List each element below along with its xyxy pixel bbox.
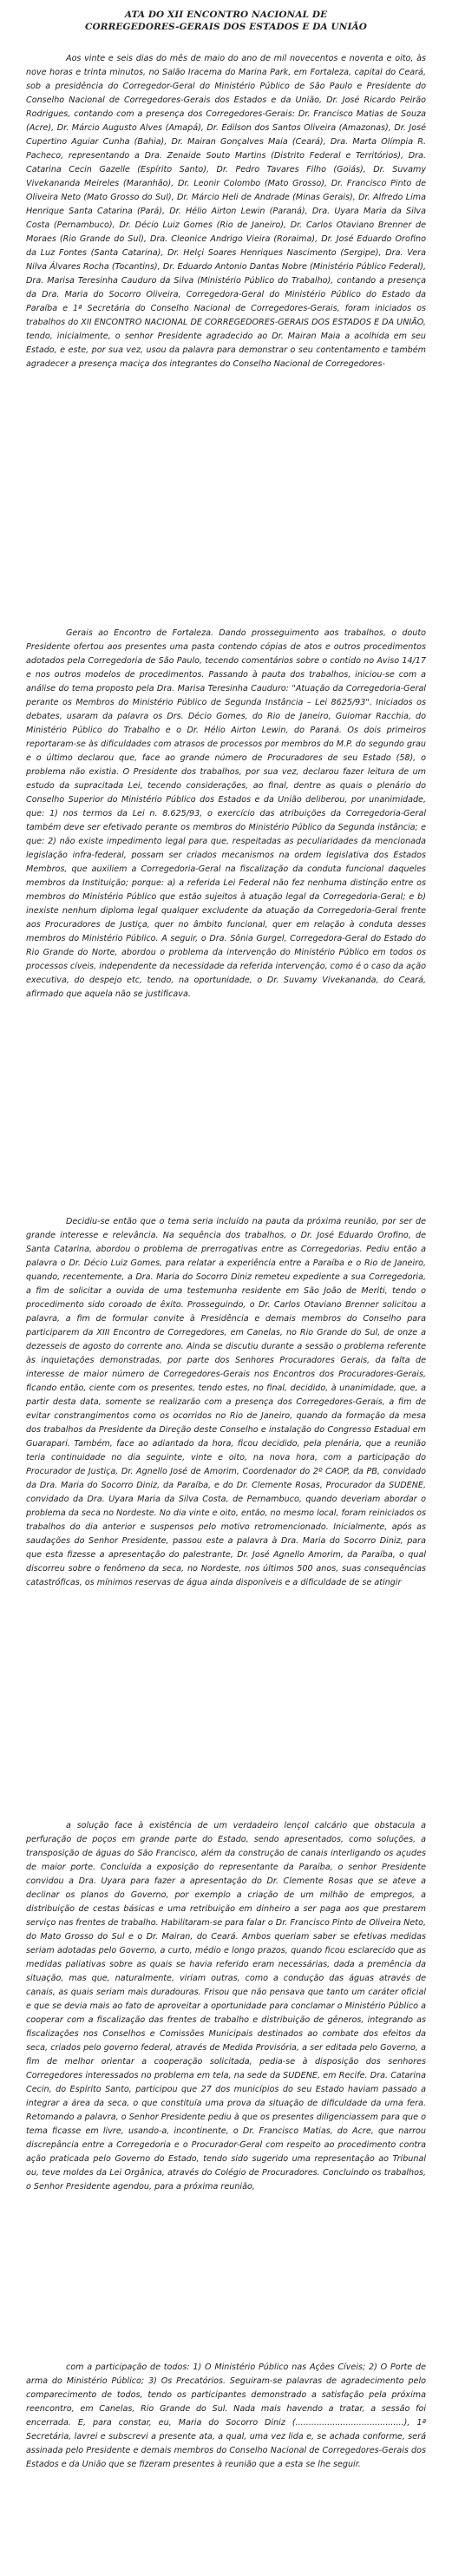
section-divider-1 (26, 608, 426, 615)
paragraph-3: Decidiu-se então que o tema seria incluído na pauta da próxima reunião, por ser de grande interesse e relevância. Na sequência dos trabalhos, o Dr. José Eduardo Orofino, de Santa Catarina, abordou o problema de prerrogativas entre as Corregedorias. Pediu então a palavra o Dr. Décio Luiz Gomes, para relatar a experiência entre a Paraíba e o Rio de Janeiro, quando, recentemente, a Dra. Maria do Socorro Diniz remeteu expediente a sua Corregedoria, a fim de solicitar a ouvida de uma testemunha residente em São João de Meriti, tendo o procedimento sido coroado de êxito. Prosseguindo, o Dr. Carlos Otaviano Brenner solicitou a palavra, a fim de formular convite à Presidência e demais membros do Conselho para participarem da XIII Encontro de Corregedores, em Canelas, no Rio Grande do Sul, de onze a dezesseis de agosto do corrente ano. Ainda se discutiu durante a sessão o problema referente às inquietações demonstradas, por parte dos Senhores Procuradores Gerais, da falta de interesse de maior número de Corregedores-Gerais nos Encontros dos Procuradores-Gerais, ficando então, ciente com os presentes, tendo estes, no final, decidido, à unanimidade, que, a partir desta data, somente se realizarão com a presença dos Corregedores-Gerais, a fim de evitar constrangimentos como os ocorridos no Rio de Janeiro, quando da formação da mesa dos trabalhos da Presidente da Direção deste Conselho e instalação do Congresso Estadual em Guarapari. Também, face ao adiantado da hora, ficou decidido, pela plenária, que a reunião teria continuidade no dia seguinte, vinte e oito, na nova hora, com a participação do Procurador de Justiça, Dr. Agnello José de Amorim, Coordenador do 2º CAOP, da PB, convidado da Dra. Maria do Socorro Diniz, da Paraíba, e do Dr. Clemente Rosas, Procurador da SUDENE, convidado da Dra. Uyara Maria da Silva Costa, de Pernambuco, quando deveriam abordar o problema da seca no Nordeste. No dia vinte e oito, então, no mesmo local, foram reiniciados os trabalhos do dia anterior e suspensos pelo motivo retromencionado. Inicialmente, após as saudações do Senhor Presidente, passou este a palavra à Dra. Maria do Socorro Diniz, para que esta fizesse a apresentação do palestrante, Dr. José Agnello Amorim, da Paraíba, o qual discorreu sobre o fenômeno da seca, no Nordeste, nos últimos 500 anos, suas consequências catastróficas, os mínimos reservas de água ainda disponíveis e a dificuldade de se atingir (26, 1217, 426, 1587)
paragraph-5: com a participação de todos: 1) O Ministério Público nas Ações Cíveis; 2) O Porte de arma do Ministério Público; 3) Os Precatórios. Seguiram-se palavras de agradecimento pelo comparecimento de todos, tendo os participantes demonstrado a satisfação pela próxima reencontro, em Canelas, Rio Grande do Sul. Nada mais havendo a tratar, a sessão foi encerrada. E, para constar, eu, Maria do Socorro Diniz (.........................................), 1ª Secretária, lavrei e subscrevi a presente ata, a qual, uma vez lida e, se achada conforme, será assinada pelo Presidente e demais membros do Conselho Nacional de Corregedores-Gerais dos Estados e da União que se fizeram presentes à reunião que a esta se lhe seguir. (26, 2362, 426, 2469)
paragraph-1: Aos vinte e seis dias do mês de maio do ano de mil novecentos e noventa e oito, às nove horas e trinta minutos, no Salão Iracema do Marina Park, em Fortaleza, capital do Ceará, sob a presidência do Corregedor-Geral do Ministério Público de São Paulo e Presidente do Conselho Nacional de Corregedores-Gerais dos Estados e da União, Dr. José Ricardo Peirão Rodrigues, contando com a presença dos Corregedores-Gerais: Dr. Francisco Matias de Souza (Acre), Dr. Márcio Augusto Alves (Amapá), Dr. Edilson dos Santos Oliveira (Amazonas), Dr. José Cupertino Aguiar Cunha (Bahia), Dr. Mairan Gonçalves Maia (Ceará), Dra. Marta Olímpia R. Pacheco, representando a Dra. Zenaide Souto Martins (Distrito Federal e Territórios), Dra. Catarina Cecin Gazelle (Espírito Santo), Dr. Pedro Tavares Filho (Goiás), Dr. Suvamy Vivekananda Meireles (Maranhão), Dr. Leonir Colombo (Mato Grosso), Dr. Francisco Pinto de Oliveira Neto (Mato Grosso do Sul), Dr. Márcio Heli de Andrade (Minas Gerais), Dr. Alfredo Lima Henrique Santa Catarina (Pará), Dr. Hélio Airton Lewin (Paraná), Dra. Uyara Maria da Silva Costa (Pernambuco), Dr. Décio Luiz Gomes (Rio de Janeiro), Dr. Carlos Otaviano Brenner de Moraes (Rio Grande do Sul), Dra. Cleonice Andrigo Vieira (Roraima), Dr. José Eduardo Orofino da Luz Fontes (Santa Catarina), Dr. Helçi Soares Henriques Nascimento (Sergipe), Dra. Vera Nilva Álvares Rocha (Tocantins), Dr. Eduardo Antonio Dantas Nobre (Ministério Público Federal), Dra. Marisa Teresinha Cauduro da Silva (Ministério Público do Trabalho), contando a presença da Dra. Maria do Socorro Oliveira, Corregedora-Geral do Ministério Público do Estado da Paraíba e 1ª Secretária do Conselho Nacional de Corregedores-Gerais, foram iniciados os trabalhos do XII ENCONTRO NACIONAL DE CORREGEDORES-GERAIS DOS ESTADOS E DA UNIÃO, tendo, inicialmente, o senhor Presidente agradecido ao Dr. Mairan Maia a acolhida em seu Estado, e este, por sua vez, usou da palavra para demonstrar o seu contentamento e também agradecer a presença maciça dos integrantes do Conselho Nacional de Corregedores- (26, 54, 426, 369)
title-line-2: CORREGEDORES-GERAIS DOS ESTADOS E DA UNIÃO (85, 22, 367, 32)
paragraph-4: a solução face à existência de um verdadeiro lençol calcário que obstacula a perfuração de poços em grande parte do Estado, sendo apresentados, como soluções, a transposição de águas do São Francisco, além da construção de canais interligando os açudes de maior porte. Concluída a exposição do representante da Paraíba, o senhor Presidente convidou a Dra. Uyara para fazer a apresentação do Dr. Clemente Rosas que se ateve a declinar os planos do Governo, por exemplo a criação de um milhão de empregos, a distribuição de cestas básicas e uma retribuição em dinheiro a ser paga aos que prestarem serviço nas frentes de trabalho. Habilitaram-se para falar o Dr. Francisco Pinto de Oliveira Neto, do Mato Grosso do Sul e o Dr. Mairan, do Ceará. Ambos queriam saber se efetivas medidas seriam adotadas pelo Governo, a curto, médio e longo prazos, quando ficou esclarecido que as medidas paliativas sobre as quais se havia referido eram necessárias, dada a premência da situação, mas que, naturalmente, viriam outras, como a condução das águas através de canais, as quais seriam mais duradouras. Frisou que não pensava que tanto um caráter oficial e que se devia mais ao fato de aproveitar a oportunidade para conclamar o Ministério Público a cooperar com a fiscalização das frentes de trabalho e distribuição de gêneros, integrando as fiscalizações nos Conselhos e Comissões Municipais destinados ao combate dos efeitos da seca, criados pelo governo federal, através de Medida Provisória, a ser editada pelo Governo, a fim de melhor orientar a cooperação solicitada, pedia-se à disposição dos senhores Corregedores interessados no problema em tela, na sede da SUDENE, em Recife. Dra. Catarina Cecin, do Espírito Santo, participou que 27 dos municípios do seu Estado haviam passado a integrar a área da seca, o que constituía uma prova da situação de dificuldade da uma fera. Retomando a palavra, o Senhor Presidente pediu à que os presentes diligenciassem para que o tema ficasse em livre, usando-a, incontinente, o Dr. Francisco Matias, do Acre, que narrou discrepância entre a Corregedoria e o Procurador-Geral com respeito ao procedimento contra ação praticada pelo Governo do Estado, tendo sido sugerido uma representação ao Tribunal ou, teve moldes da Lei Orgânica, através do Colégio de Procuradores. Concluindo os trabalhos, o Senhor Presidente agendou, para a próxima reunião, (26, 1821, 426, 2192)
section-divider-4 (26, 2343, 426, 2349)
document-title (26, 9, 426, 33)
section-divider-3 (26, 1801, 426, 1808)
paragraph-2: Gerais ao Encontro de Fortaleza. Dando prosseguimento aos trabalhos, o douto Presidente ofertou aos presentes uma pasta contendo cópias de atos e outros procedimentos adotados pela Corregedoria de São Paulo, tecendo comentários sobre o contido no Aviso 14/17 e nos outros modelos de procedimentos. Passando à pauta dos trabalhos, iniciou-se com a análise do tema proposto pela Dra. Marisa Teresinha Cauduro: "Atuação da Corregedoria-Geral perante os Membros do Ministério Público de Segunda Instância – Lei 8625/93". Iniciados os debates, usaram da palavra os Drs. Décio Gomes, do Rio de Janeiro, Guiomar Racchia, do Ministério Público do Trabalho e o Dr. Hélio Airton Lewin, do Paraná. Os dois primeiros reportaram-se às dificuldades com atrasos de processos por membros do M.P. do segundo grau e o último declarou que, face ao grande número de Procuradores de seu Estado (58), o problema não existia. O Presidente dos trabalhos, por sua vez, declarou fazer leitura de um estudo da supracitada Lei, tecendo considerações, ao final, dentre as quais o plenário do Conselho Superior do Ministério Público dos Estados e da União deliberou, por unanimidade, que: 1) nos termos da Lei n. 8.625/93, o exercício das atribuições da Corregedoria-Geral também deve ser efetivado perante os membros do Ministério Público da Segunda instância; e que: 2) não existe impedimento legal para que, respeitadas as peculiaridades da mencionada legislação infra-federal, possam ser criados mecanismos na ordem legislativa dos Estados Membros, que auxiliem a Corregedoria-Geral na fiscalização da conduta funcional daqueles membros da Instituição; porque: a) a referida Lei Federal não fez nenhuma distinção entre os membros do Ministério Público que estão sujeitos à atuação legal da Corregedoria-Geral; e b) inexiste nenhum diploma legal qualquer excludente da atuação da Corregedoria-Geral frente aos Procuradores de Justiça, quer no âmbito funcional, quer em relação à conduta desses membros do Ministério Público. A seguir, o Dra. Sônia Gurgel, Corregedora-Geral do Estado do Rio Grande do Norte, abordou o problema da intervenção do Ministério Público em todos os processos cíveis, independente da necessidade da referida intervenção, como é o caso da ação executiva, do despejo etc, tendo, na oportunidade, o Dr. Suvamy Vivekananda, do Ceará, afirmado que aquela não se justificava. (26, 628, 426, 999)
section-divider-2 (26, 1197, 426, 1204)
title-gap (26, 40, 426, 52)
title-line-1: ATA DO XII ENCONTRO NACIONAL DE (124, 10, 328, 20)
